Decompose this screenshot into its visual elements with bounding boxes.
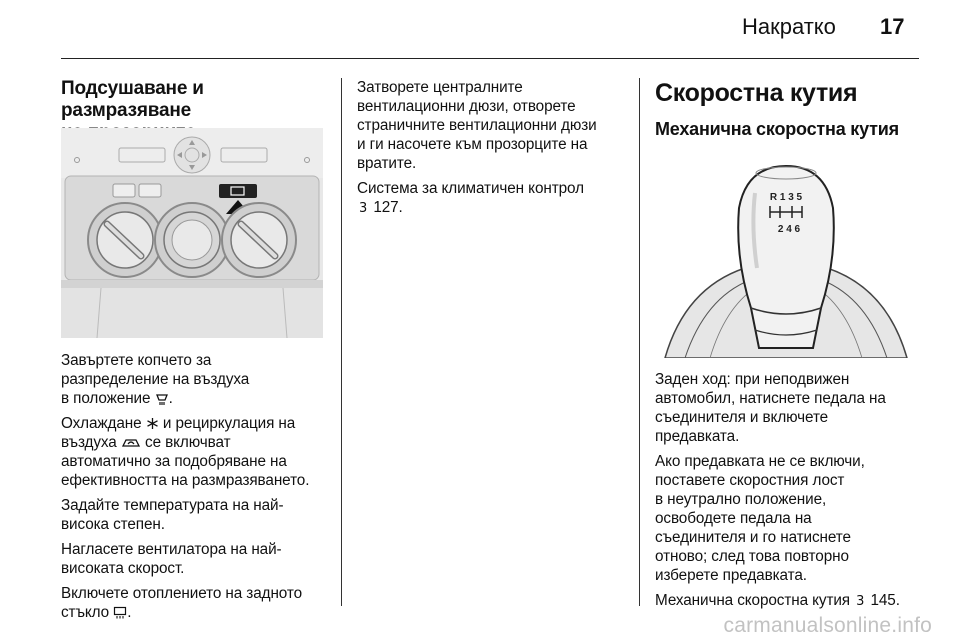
middle-column <box>357 78 627 224</box>
section-heading-defrost: Подсушаване и размразяване <box>61 78 204 121</box>
watermark: carmanualsonline.info <box>723 614 932 637</box>
climate-control-panel-illustration <box>61 128 323 338</box>
paragraph-temperature: Задайте температурата на най- висока степен. <box>61 497 284 533</box>
right-column-text <box>655 370 925 617</box>
paragraph-manual-transmission-reference: Механична скоростна кутия 3 145. <box>655 592 900 609</box>
page-reference-link[interactable]: 145. <box>870 592 900 609</box>
right-column <box>655 78 925 140</box>
left-column-text <box>61 351 331 628</box>
gear-pattern-bottom-label: 2 4 6 <box>777 224 801 235</box>
windscreen-defrost-icon <box>155 392 169 406</box>
paragraph-cooling-recirculation: Охлаждане и рециркулация на въздуха се включват автоматично за подобряване на ефективността на размразяването. <box>61 415 310 489</box>
column-divider-2 <box>639 78 640 606</box>
paragraph-gear-not-engaged: Ако предавката не се включи, поставете скоростния лост в неутрално положение, освободете педала на съединителя и го натиснете отново; след това повторно изберете предавката. <box>655 453 865 584</box>
paragraph-fan-speed: Нагласете вентилатора на най- високата скорост. <box>61 541 282 577</box>
page-reference-arrow-icon: 3 <box>856 594 865 609</box>
gear-pattern-top-label: R 1 3 5 <box>769 192 803 203</box>
paragraph-rear-window-heating: Включете отоплението на задното стъкло . <box>61 585 303 621</box>
page-reference-arrow-icon: 3 <box>359 201 368 216</box>
air-recirculation-icon <box>121 437 141 449</box>
page-number: 17 <box>880 14 905 39</box>
page-reference-link[interactable]: 127. <box>373 199 403 216</box>
column-divider-1 <box>341 78 342 606</box>
subsection-heading-manual-transmission: Механична скоростна кутия <box>655 119 899 139</box>
section-heading-transmission: Скоростна кутия <box>655 79 858 107</box>
paragraph-air-distribution: Завъртете копчето за разпределение на въздуха в положение . <box>61 352 250 407</box>
rear-window-heating-icon <box>113 606 127 619</box>
snowflake-icon <box>146 417 159 430</box>
page-header-title: Накратко <box>742 14 836 39</box>
paragraph-vents: Затворете централните вентилационни дюзи, отворете страничните вентилационни дюзи и ги насочете към прозорците на вратите. <box>357 79 597 172</box>
paragraph-reverse-gear: Заден ход: при неподвижен автомобил, натиснете педала на съединителя и включете предавката. <box>655 371 886 445</box>
paragraph-climate-reference: Система за климатичен контрол 3 127. <box>357 180 584 216</box>
gear-lever-illustration <box>655 148 917 358</box>
header-divider <box>61 58 919 59</box>
